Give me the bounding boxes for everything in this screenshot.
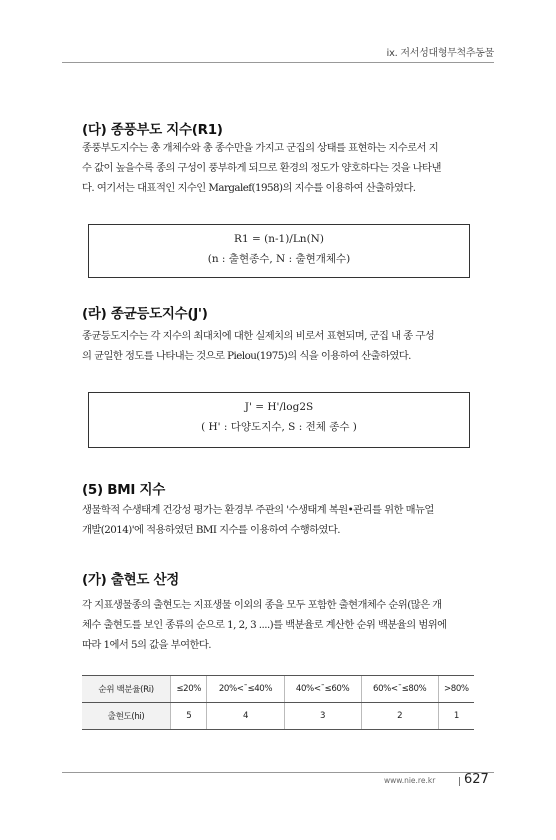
running-header: ix. 저서성대형무척추동물 xyxy=(386,48,494,59)
text-line: 종풍부도지수는 총 개체수와 총 종수만을 가지고 군집의 상태를 표현하는 지수로서 지 xyxy=(82,142,439,154)
heading-bmi: (5) BMI 지수 xyxy=(82,482,165,498)
page-number: 627 xyxy=(464,772,489,787)
text-line: 체수 출현도를 보인 종류의 순으로 1, 2, 3 ....)를 백분율로 계산한 순위 백분율의 범위에 xyxy=(82,619,447,631)
occurrence-table xyxy=(82,675,474,730)
footer-rule xyxy=(62,772,494,773)
formula-note-evenness: ( H' : 다양도지수, S : 전체 종수 ) xyxy=(201,421,357,433)
table-cell: 출현도(hi) xyxy=(82,703,171,730)
table-cell: 5 xyxy=(171,703,207,730)
table-cell: ≤20% xyxy=(171,676,207,703)
table-cell: 20%<ˉ≤40% xyxy=(207,676,284,703)
table-row xyxy=(82,703,474,730)
table-cell: 1 xyxy=(438,703,474,730)
table-cell: 4 xyxy=(207,703,284,730)
text-line: 종균등도지수는 각 지수의 최대치에 대한 실제치의 비로서 표현되며, 군집 내 종 구성 xyxy=(82,330,435,342)
table-cell: 3 xyxy=(284,703,361,730)
table-row xyxy=(82,676,474,703)
text-line: 다. 여기서는 대표적인 지수인 Margalef(1958)의 지수를 이용하여 산출하였다. xyxy=(82,182,416,194)
text-line: 수 값이 높을수록 종의 구성이 풍부하게 되므로 환경의 정도가 양호하다는 것을 나타낸 xyxy=(82,162,441,174)
text-line: 따라 1에서 5의 값을 부여한다. xyxy=(82,639,211,651)
table-cell: 60%<ˉ≤80% xyxy=(361,676,438,703)
header-rule xyxy=(62,62,494,63)
text-line: 의 균일한 정도를 나타내는 것으로 Pielou(1975)의 식을 이용하여 산출하였다. xyxy=(82,350,411,362)
footer-separator xyxy=(459,777,460,786)
table-cell: 2 xyxy=(361,703,438,730)
heading-evenness: (라) 종균등도지수(J') xyxy=(82,306,208,322)
table-cell: 순위 백분율(Ri) xyxy=(82,676,171,703)
footer-url: www.nie.re.kr xyxy=(384,776,436,785)
table-cell: 40%<ˉ≤60% xyxy=(284,676,361,703)
heading-occurrence: (가) 출현도 산정 xyxy=(82,572,179,588)
formula-box-richness xyxy=(88,224,470,278)
text-line: 각 지표생물종의 출현도는 지표생물 이외의 종을 모두 포함한 출현개체수 순위(많은 개 xyxy=(82,599,442,611)
formula-richness: R1 = (n-1)/Ln(N) xyxy=(234,233,324,245)
formula-evenness: J' = H'/log2S xyxy=(244,401,314,413)
heading-species-richness: (다) 종풍부도 지수(R1) xyxy=(82,122,223,138)
paragraph-evenness xyxy=(82,326,474,366)
formula-note-richness: (n : 출현종수, N : 출현개체수) xyxy=(207,253,351,265)
text-line: 생물학적 수생태계 건강성 평가는 환경부 주관의 '수생태계 복원•관리를 위한 매뉴얼 xyxy=(82,504,434,516)
paragraph-species-richness xyxy=(82,138,474,198)
paragraph-bmi xyxy=(82,500,474,540)
table-cell: >80% xyxy=(438,676,474,703)
text-line: 개발(2014)'에 적용하였던 BMI 지수를 이용하여 수행하였다. xyxy=(82,524,341,536)
paragraph-occurrence xyxy=(82,595,474,655)
formula-box-evenness xyxy=(88,392,470,448)
